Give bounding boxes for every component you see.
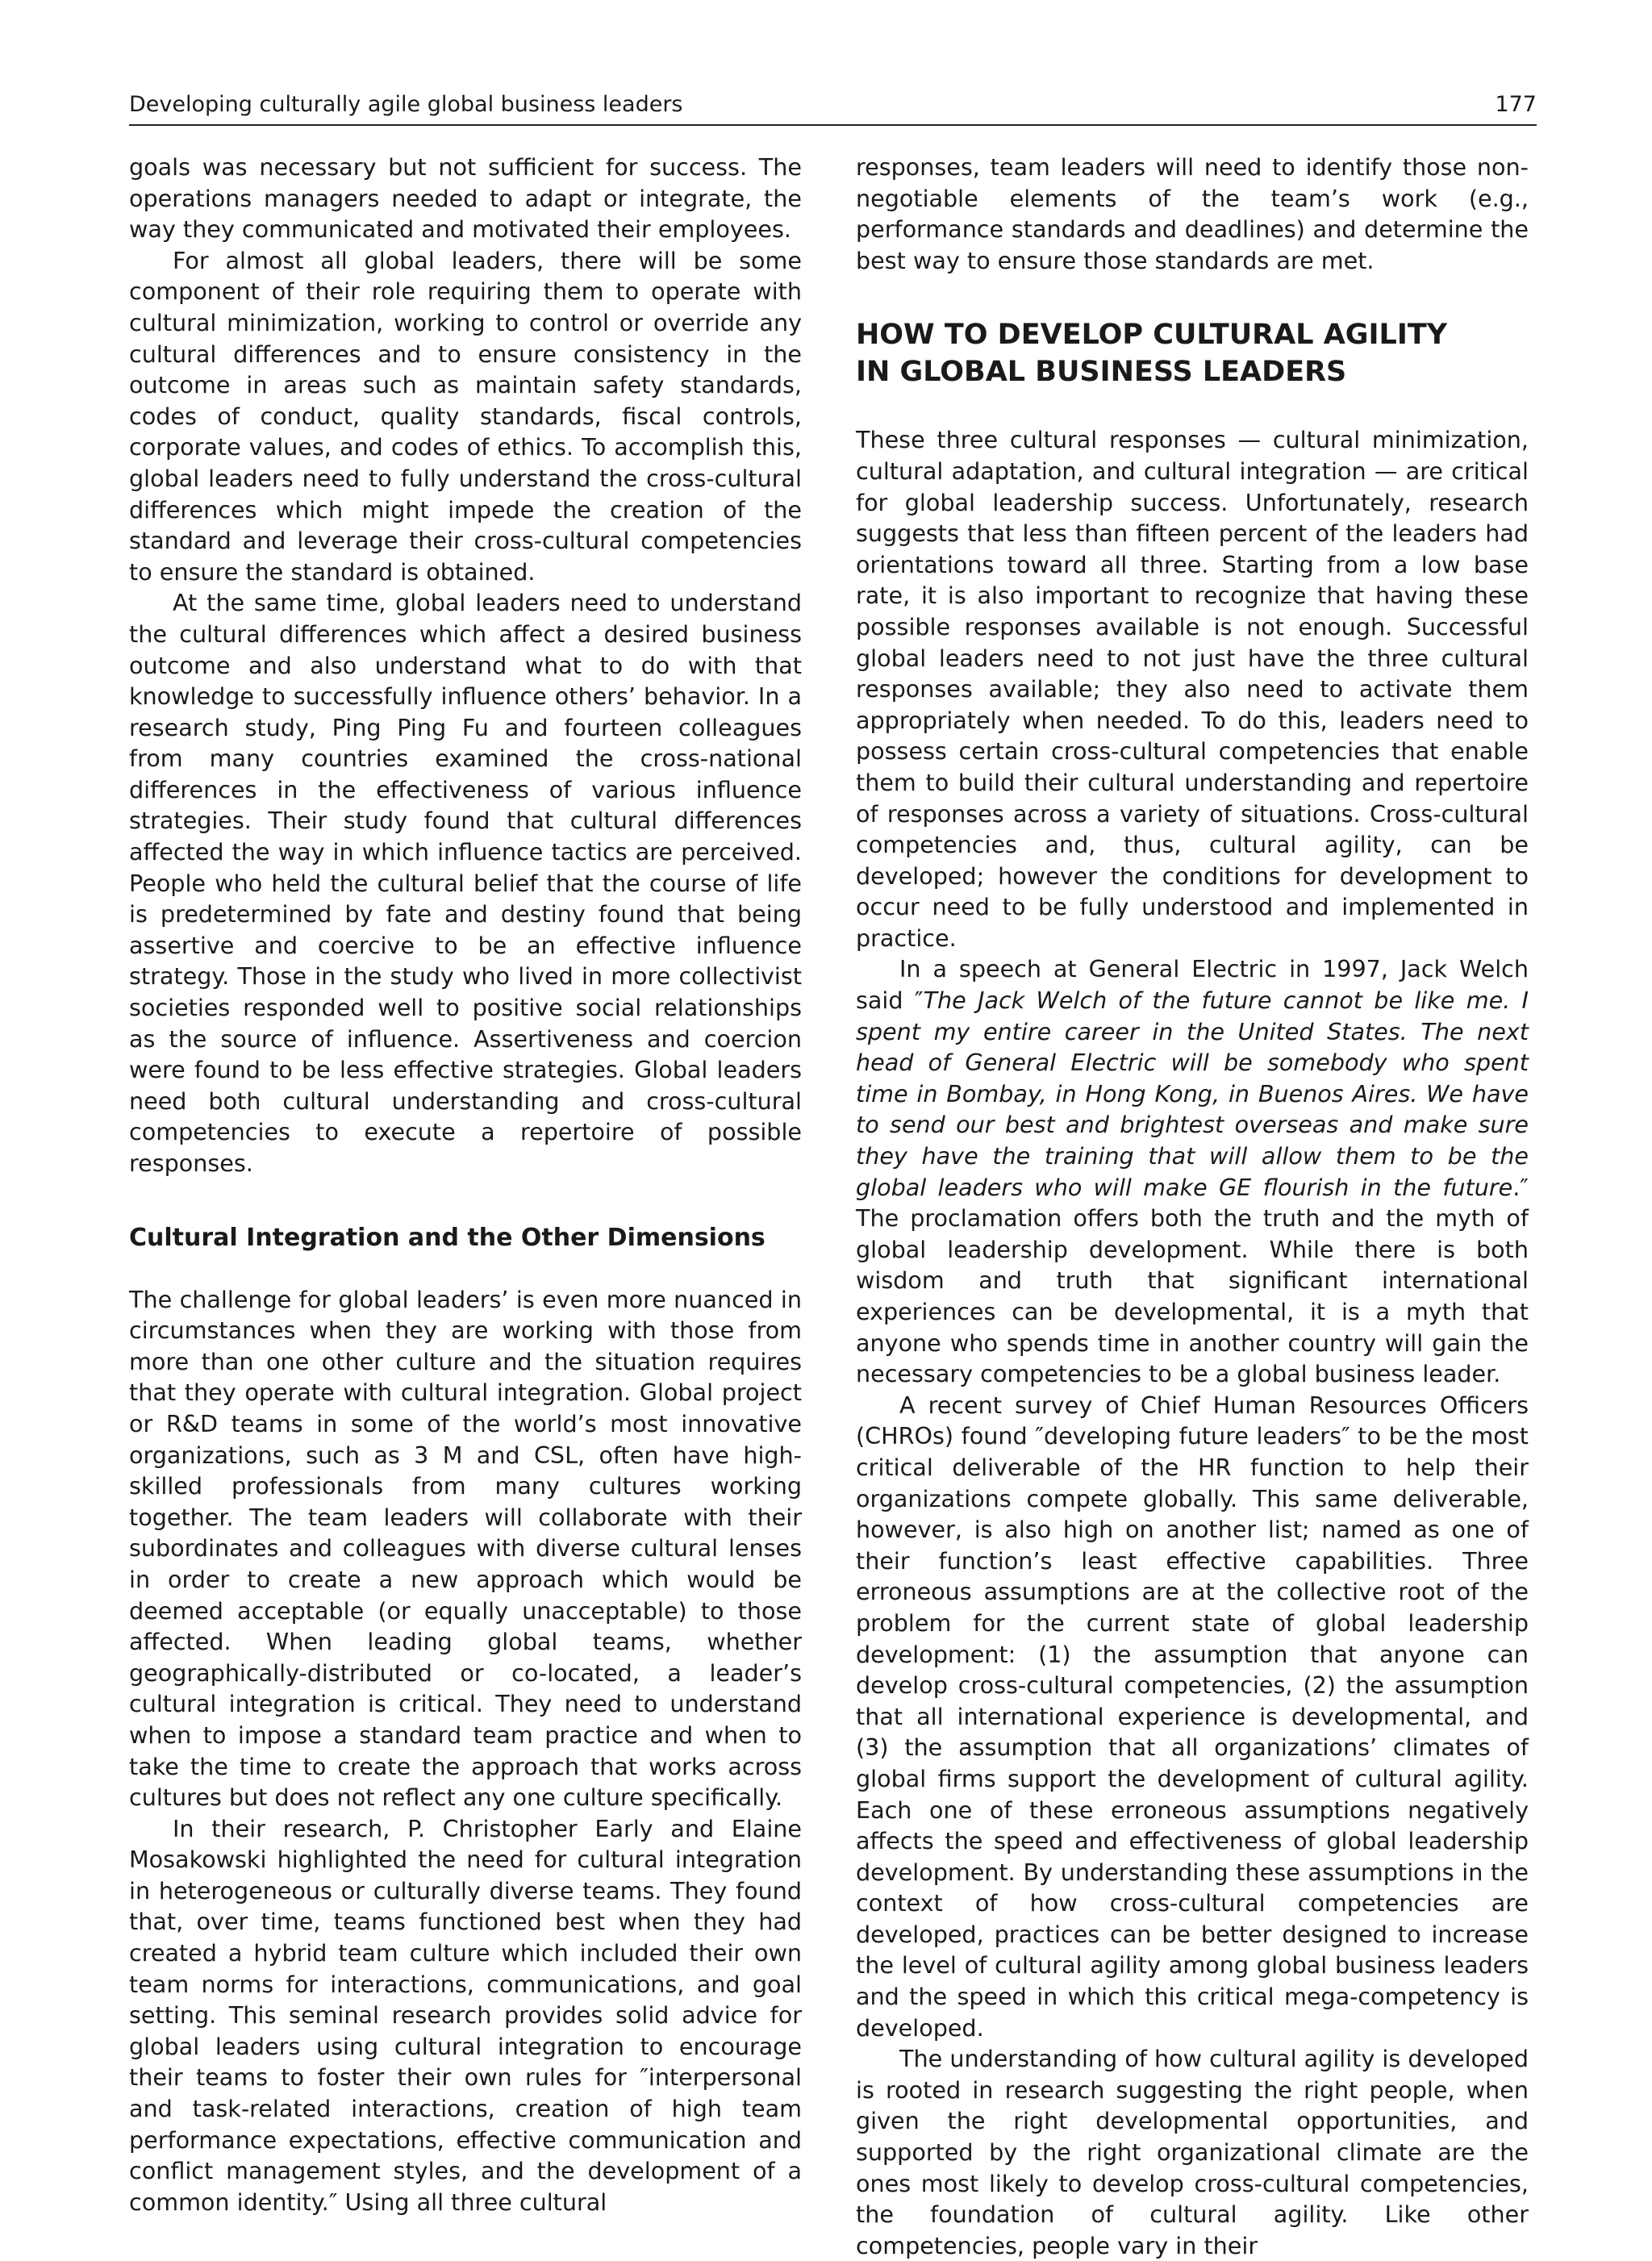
page-number: 177 bbox=[1495, 92, 1537, 117]
paragraph: At the same time, global leaders need to understand the cultural differences which affect a desired business outcome and also understand what to do with that knowledge to successfully influence others’ behavior. In a research study, Ping Ping Fu and fourteen colleagues from many countries examined the cross-national differences in the effectiveness of various influence strategies. Their study found that cultural differences affected the way in which influence tactics are perceived. People who held the cultural belief that the course of life is predetermined by fate and destiny found that being assertive and coercive to be an effective influence strategy. Those in the study who lived in more collectivist societies responded well to positive social relationships as the source of influence. Assertiveness and coercion were found to be less effective strategies. Global leaders need both cultural understanding and cross-cultural competencies to execute a repertoire of possible responses. bbox=[129, 589, 802, 1177]
paragraph-welch-quote bbox=[856, 953, 1529, 1389]
right-column bbox=[856, 152, 1529, 2261]
running-title: Developing culturally agile global business leaders bbox=[129, 92, 683, 117]
paragraph: responses, team leaders will need to identify those non-negotiable elements of the team’s work (e.g., performance standards and deadlines) and determine the best way to ensure those standards are met. bbox=[856, 153, 1529, 274]
paragraph: These three cultural responses — cultural minimization, cultural adaptation, and cultural integration — are critical for global leadership success. Unfortunately, research suggests that less than fifteen percent of the leaders had orientations toward all three. Starting from a low base rate, it is also important to recognize that having these possible responses available is not enough. Successful global leaders need to not just have the three cultural responses available; they also need to activate them appropriately when needed. To do this, leaders need to possess certain cross-cultural competencies that enable them to build their cultural understanding and repertoire of responses across a variety of situations. Cross-cultural competencies and, thus, cultural agility, can be developed; however the conditions for development to occur need to be fully understood and implemented in practice. bbox=[856, 426, 1529, 952]
paragraph: A recent survey of Chief Human Resources Officers (CHROs) found ″developing future leaders″ to be the most critical deliverable of the HR function to help their organizations compete globally. This same deliverable, however, is also high on another list; named as one of their function’s least effective capabilities. Three erroneous assumptions are at the collective root of the problem for the current state of global leadership development: (1) the assumption that anyone can develop cross-cultural competencies, (2) the assumption that all international experience is developmental, and (3) the assumption that all organizations’ climates of global firms support the development of cultural agility. Each one of these erroneous assumptions negatively affects the speed and effectiveness of global leadership development. By understanding these assumptions in the context of how cross-cultural competencies are developed, practices can be better designed to increase the level of cultural agility among global business leaders and the speed in which this critical mega-competency is developed. bbox=[856, 1391, 1529, 2042]
paragraph: goals was necessary but not sufficient for success. The operations managers needed to adapt or integrate, the way they communicated and motivated their employees. bbox=[129, 153, 802, 244]
running-header bbox=[129, 90, 1537, 126]
paragraph: For almost all global leaders, there will be some component of their role requiring them to operate with cultural minimization, working to control or override any cultural differences and to ensure consistency in the outcome in areas such as maintain safety standards, codes of conduct, quality standards, fiscal controls, corporate values, and codes of ethics. To accomplish this, global leaders need to fully understand the cross-cultural differences which might impede the creation of the standard and leverage their cross-cultural competencies to ensure the standard is obtained. bbox=[129, 246, 802, 586]
paragraph: The challenge for global leaders’ is even more nuanced in circumstances when they are working with those from more than one other culture and the situation requires that they operate with cultural integration. Global project or R&D teams in some of the world’s most innovative organizations, such as 3 M and CSL, often have high-skilled professionals from many cultures working together. The team leaders will collaborate with their subordinates and colleagues with diverse cultural lenses in order to create a new approach which would be deemed acceptable (or equally unacceptable) to those affected. When leading global teams, whether geographically-distributed or co-located, a leader’s cultural integration is critical. They need to understand when to impose a standard team practice and when to take the time to create the approach that works across cultures but does not reflect any one culture specifically. bbox=[129, 1285, 802, 1812]
paragraph: In their research, P. Christopher Early and Elaine Mosakowski highlighted the need for cultural integration in heterogeneous or culturally diverse teams. They found that, over time, teams functioned best when they had created a hybrid team culture which included their own team norms for interactions, communications, and goal setting. This seminal research provides solid advice for global leaders using cultural integration to encourage their teams to foster their own rules for ″interpersonal and task-related interactions, creation of high team performance expectations, effective communication and conflict management styles, and the development of a common identity.″ Using all three cultural bbox=[129, 1814, 802, 2216]
welch-quote: The Jack Welch of the future cannot be like me. I spent my entire career in the United States. The next head of General Electric will be somebody who spent time in Bombay, in Hong Kong, in Buenos Aires. We have to send our best and brightest overseas and make sure they have the training that will allow them to be the global leaders who will make GE flourish in the future bbox=[856, 987, 1529, 1201]
quote-intro: In a speech at General Electric in 1997, Jack Welch said ″ bbox=[856, 955, 1529, 1015]
paragraph: The understanding of how cultural agility is developed is rooted in research suggesting the right people, when given the right developmental opportunities, and supported by the right organizational climate are the ones most likely to develop cross-cultural competencies, the foundation of cultural agility. Like other competencies, people vary in their bbox=[856, 2045, 1529, 2259]
quote-followup: .″ The proclamation offers both the truth and the myth of global leadership development. While there is both wisdom and truth that significant international experiences can be developmental, it is a myth that anyone who spends time in another country will gain the necessary competencies to be a global business leader. bbox=[856, 1173, 1529, 1388]
section-subheading: Cultural Integration and the Other Dimensions bbox=[129, 1223, 766, 1252]
left-column bbox=[129, 152, 802, 2217]
section-heading: HOW TO DEVELOP CULTURAL AGILITY IN GLOBAL BUSINESS LEADERS bbox=[856, 319, 1448, 389]
